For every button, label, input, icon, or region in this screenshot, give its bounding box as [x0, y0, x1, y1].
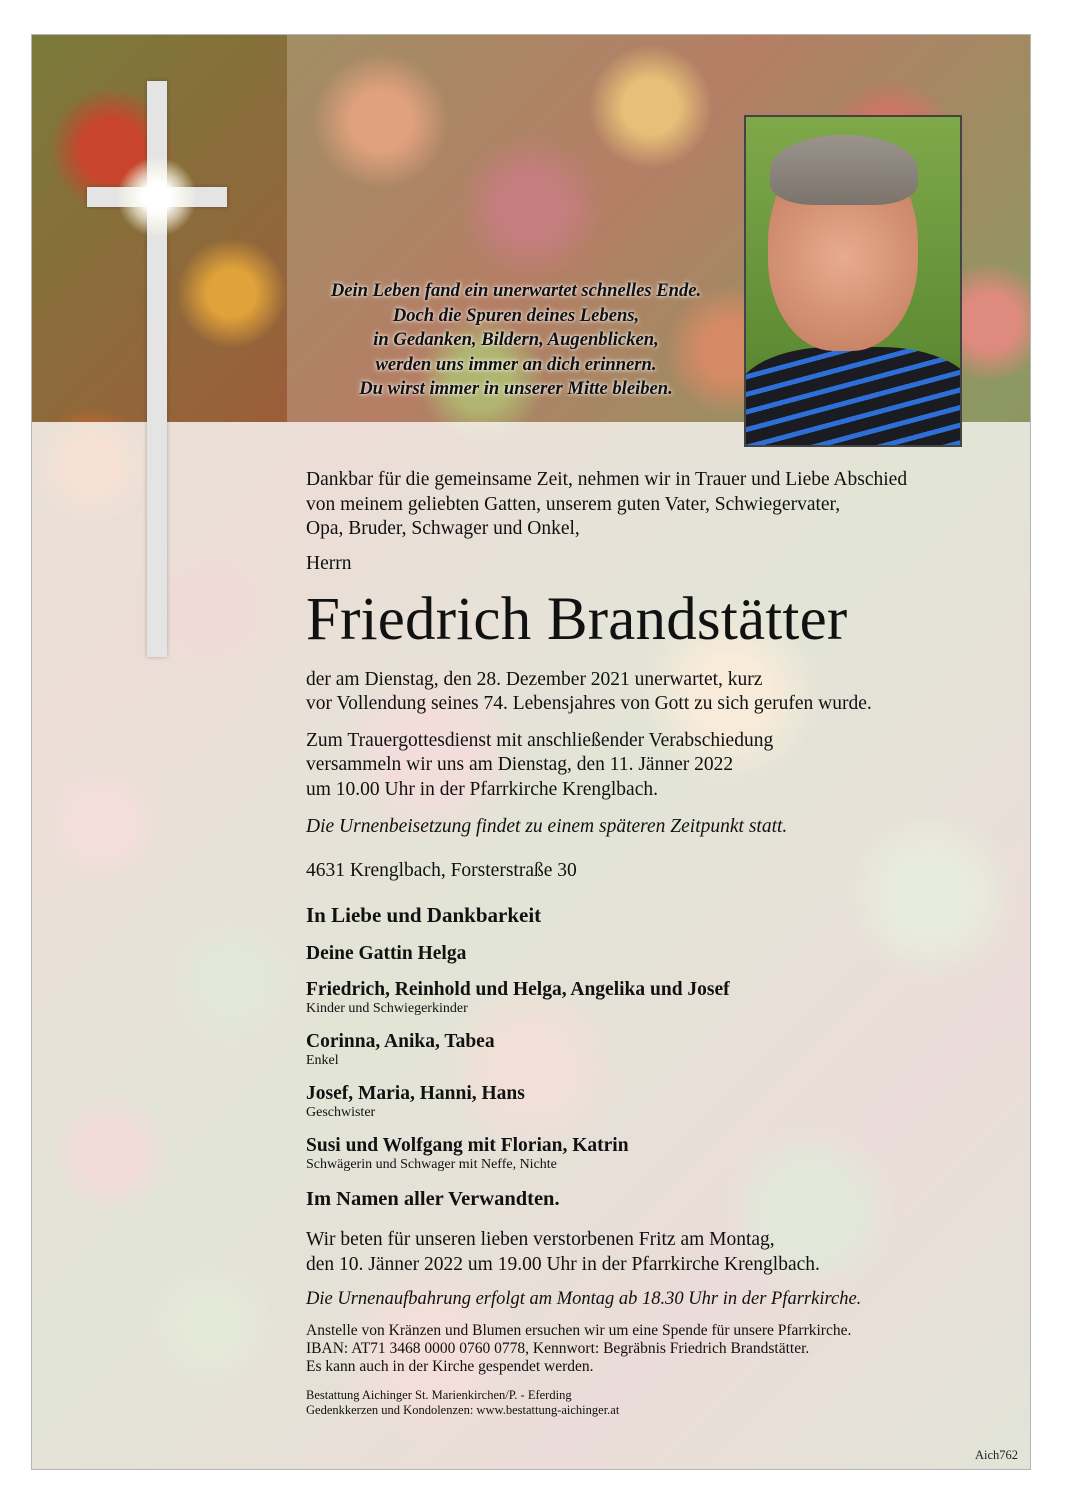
family-names: Friedrich, Reinhold und Helga, Angelika und Josef — [306, 979, 730, 1000]
intro-line: Dankbar für die gemeinsame Zeit, nehmen wir in Trauer und Liebe Abschied — [306, 469, 908, 490]
relatives-line: Im Namen aller Verwandten. — [306, 1188, 560, 1210]
reference-code: Aich762 — [974, 1448, 1018, 1462]
family-names: Corinna, Anika, Tabea — [306, 1031, 495, 1052]
rosary-line: den 10. Jänner 2022 um 19.00 Uhr in der Pfarrkirche Krenglbach. — [306, 1253, 820, 1275]
urn-vigil-note: Die Urnenaufbahrung erfolgt am Montag ab 18.30 Uhr in der Pfarrkirche. — [306, 1289, 862, 1309]
footer-line: Gedenkkerzen und Kondolenzen: www.bestattung-aichinger.at — [306, 1402, 620, 1417]
portrait-photo — [744, 115, 962, 447]
deceased-name: Friedrich Brandstätter — [306, 585, 848, 653]
rosary-paragraph — [306, 1228, 1016, 1277]
verse-line: Dein Leben fand ein unerwartet schnelles Ende. — [330, 280, 702, 301]
family-entry — [306, 1030, 1016, 1069]
verse-line: Du wirst immer in unserer Mitte bleiben. — [359, 378, 673, 400]
family-entry — [306, 942, 1016, 965]
service-paragraph — [306, 729, 1016, 803]
footer-line: Bestattung Aichinger St. Marienkirchen/P. - Eferding — [306, 1387, 572, 1402]
verse-line: in Gedanken, Bildern, Augenblicken, — [373, 329, 659, 351]
family-entry — [306, 1082, 1016, 1121]
donation-line: Anstelle von Kränzen und Blumen ersuchen wir um eine Spende für unsere Pfarrkirche. — [306, 1321, 852, 1339]
donation-line: IBAN: AT71 3468 0000 0760 0778, Kennwort: Begräbnis Friedrich Brandstätter. — [306, 1339, 810, 1357]
obituary-card — [31, 34, 1031, 1470]
footer — [306, 1388, 1016, 1418]
service-line: Zum Trauergottesdienst mit anschließender Verabschiedung — [306, 729, 774, 751]
address: 4631 Krenglbach, Forsterstraße 30 — [306, 859, 577, 881]
verse — [292, 279, 740, 402]
love-line: In Liebe und Dankbarkeit — [306, 903, 542, 927]
service-line: versammeln wir uns am Dienstag, den 11. Jänner 2022 — [306, 754, 734, 775]
death-line: der am Dienstag, den 28. Dezember 2021 unerwartet, kurz — [306, 668, 763, 690]
family-relation: Schwägerin und Schwager mit Neffe, Nichte — [306, 1157, 557, 1172]
death-paragraph — [306, 668, 1016, 717]
family-relation: Enkel — [306, 1053, 339, 1068]
obituary-text — [306, 468, 1016, 1418]
rosary-line: Wir beten für unseren lieben verstorbenen Fritz am Montag, — [306, 1229, 775, 1250]
verse-line: Doch die Spuren deines Lebens, — [392, 304, 640, 326]
intro-line: Opa, Bruder, Schwager und Onkel, — [306, 518, 580, 539]
family-names: Deine Gattin Helga — [306, 943, 467, 964]
intro-line: von meinem geliebten Gatten, unserem guten Vater, Schwiegervater, — [306, 493, 841, 515]
family-entry — [306, 1134, 1016, 1173]
death-line: vor Vollendung seines 74. Lebensjahres von Gott zu sich gerufen wurde. — [306, 693, 872, 714]
intro-paragraph — [306, 468, 1016, 542]
service-line: um 10.00 Uhr in der Pfarrkirche Krenglbach. — [306, 778, 658, 800]
family-entry — [306, 978, 1016, 1017]
family-names: Susi und Wolfgang mit Florian, Katrin — [306, 1135, 629, 1156]
honorific: Herrn — [306, 552, 352, 574]
family-names: Josef, Maria, Hanni, Hans — [306, 1083, 525, 1104]
donation-paragraph — [306, 1322, 1016, 1376]
verse-line: werden uns immer an dich erinnern. — [375, 353, 657, 375]
family-relation: Kinder und Schwiegerkinder — [306, 1001, 468, 1016]
donation-line: Es kann auch in der Kirche gespendet werden. — [306, 1357, 594, 1375]
cross-icon — [87, 81, 227, 657]
urn-note: Die Urnenbeisetzung findet zu einem späteren Zeitpunkt statt. — [306, 816, 788, 837]
family-relation: Geschwister — [306, 1105, 376, 1120]
